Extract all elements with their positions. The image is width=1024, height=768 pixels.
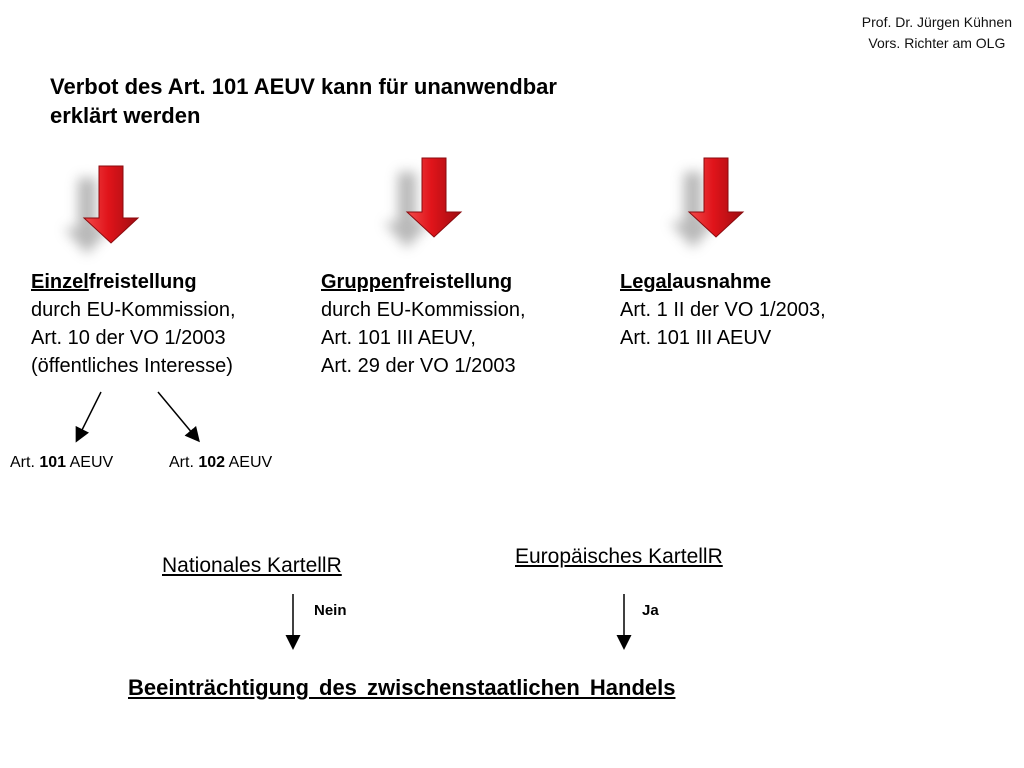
heading-rest-part: freistellung xyxy=(404,271,513,293)
column-heading xyxy=(321,268,526,296)
author-name: Prof. Dr. Jürgen Kühnen xyxy=(861,14,1012,30)
branch-prefix: Art. xyxy=(10,454,40,471)
column-line: Art. 101 III AEUV xyxy=(620,327,772,349)
column-einzelfreistellung xyxy=(31,268,236,380)
column-line: durch EU-Kommission, xyxy=(321,299,526,321)
heading-underlined-part: Gruppen xyxy=(321,271,405,293)
column-heading xyxy=(31,268,236,296)
national-kartellr-label: Nationales KartellR xyxy=(162,554,342,577)
column-line: Art. 10 der VO 1/2003 xyxy=(31,327,226,349)
column-gruppenfreistellung xyxy=(321,268,526,380)
branch-number: 101 xyxy=(39,454,67,471)
branch-suffix: AEUV xyxy=(225,454,273,471)
column-legalausnahme xyxy=(620,268,826,352)
european-kartellr-label: Europäisches KartellR xyxy=(515,545,723,568)
author-position: Vors. Richter am OLG xyxy=(868,35,1006,51)
branch-number: 102 xyxy=(198,454,226,471)
ja-label: Ja xyxy=(642,602,659,619)
column-line: Art. 29 der VO 1/2003 xyxy=(321,355,516,377)
title-line-1: Verbot des Art. 101 AEUV kann für unanwendbar xyxy=(50,74,557,99)
title-line-2: erklärt werden xyxy=(50,103,201,128)
branch-prefix: Art. xyxy=(169,454,199,471)
red-down-arrow-icon xyxy=(64,166,138,254)
column-heading xyxy=(620,268,826,296)
red-down-arrow-icon xyxy=(384,158,461,248)
nein-label: Nein xyxy=(314,602,347,619)
heading-underlined-part: Legal xyxy=(620,271,673,293)
column-line: durch EU-Kommission, xyxy=(31,299,236,321)
branch-arrow-right-icon xyxy=(158,392,198,440)
heading-rest-part: ausnahme xyxy=(672,271,772,293)
column-line: (öffentliches Interesse) xyxy=(31,355,233,377)
branch-label-art-102 xyxy=(169,454,272,472)
heading-underlined-part: Einzel xyxy=(31,271,89,293)
branch-label-art-101 xyxy=(10,454,113,472)
branch-arrow-left-icon xyxy=(77,392,101,440)
bottom-conclusion: Beeinträchtigung des zwischenstaatlichen Handels xyxy=(128,675,676,700)
heading-rest-part: freistellung xyxy=(88,271,197,293)
branch-suffix: AEUV xyxy=(66,454,114,471)
red-down-arrow-icon xyxy=(670,158,743,248)
column-line: Art. 1 II der VO 1/2003, xyxy=(620,299,826,321)
column-line: Art. 101 III AEUV, xyxy=(321,327,476,349)
